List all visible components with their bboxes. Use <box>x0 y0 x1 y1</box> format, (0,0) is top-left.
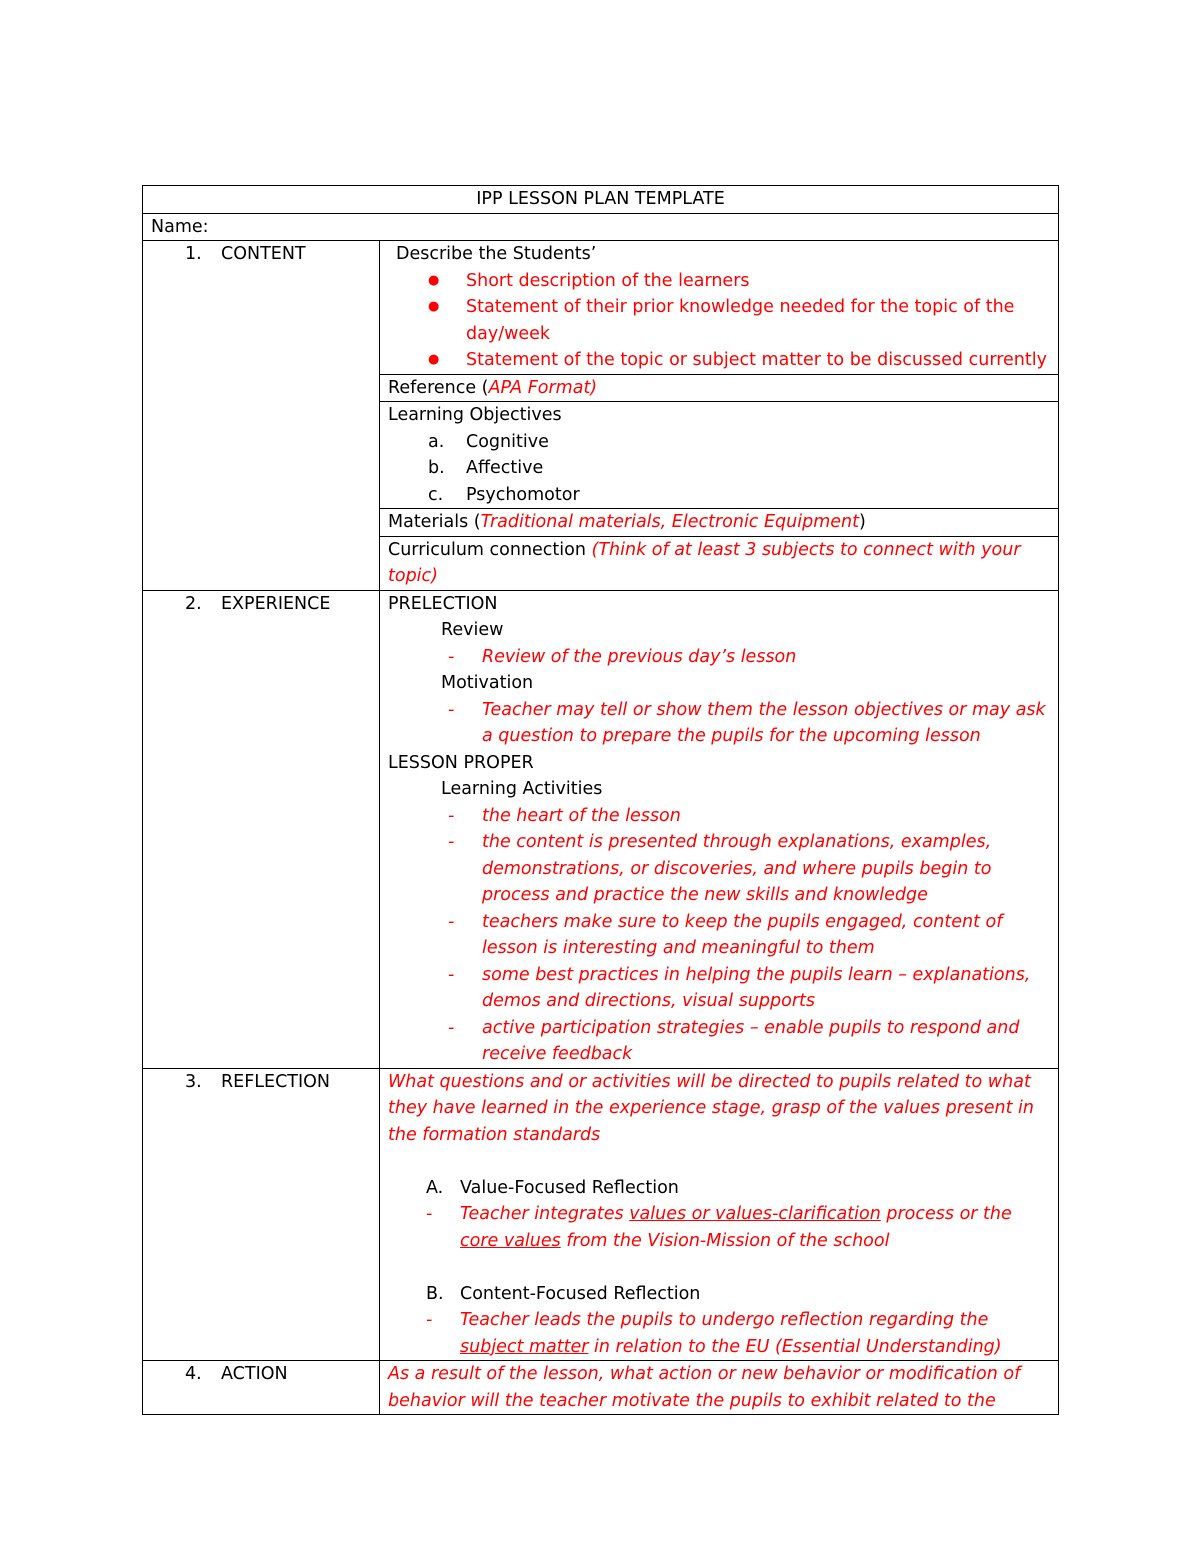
objective-text: Psychomotor <box>466 484 580 505</box>
describe-heading: Describe the Students’ <box>396 244 597 264</box>
name-field-label: Name: <box>143 213 1059 241</box>
section-title: EXPERIENCE <box>221 593 331 614</box>
section-number: 4. <box>185 1364 202 1384</box>
list-item: ● Statement of their prior knowledge needed for the topic of the day/week <box>466 294 1050 347</box>
review-list <box>388 644 1050 671</box>
activities-list <box>388 803 1050 1068</box>
list-item: ● Short description of the learners <box>466 268 1050 295</box>
materials-hint: Traditional materials, Electronic Equipment <box>480 512 859 532</box>
objectives-cell <box>380 402 1059 509</box>
experience-cell <box>380 590 1059 1068</box>
list-marker: B. <box>426 1283 444 1304</box>
section-action-label <box>143 1361 380 1415</box>
section-experience-label <box>143 590 380 1068</box>
content-focused-list <box>388 1307 1050 1360</box>
list-item <box>460 1201 1050 1254</box>
value-focused-heading <box>388 1175 1050 1202</box>
spacer <box>388 1148 1050 1175</box>
value-focused-label: Value-Focused Reflection <box>460 1177 679 1198</box>
list-item: - some best practices in helping the pupils learn – explanations, demos and directions, visual supports <box>482 962 1050 1015</box>
materials-close: ) <box>859 512 866 532</box>
list-item: - the content is presented through explanations, examples, demonstrations, or discoveries, and where pupils begin to process and practice the new skills and knowledge <box>482 829 1050 909</box>
prelection-heading: PRELECTION <box>388 593 498 614</box>
reflection-intro: What questions and or activities will be directed to pupils related to what they have learned in the experience stage, grasp of the values present in the formation standards <box>388 1071 1035 1145</box>
reference-cell <box>380 374 1059 402</box>
list-item: - the heart of the lesson <box>482 803 1050 830</box>
list-item: - active participation strategies – enable pupils to respond and receive feedback <box>482 1015 1050 1068</box>
underlined-term: subject matter <box>460 1336 589 1357</box>
table-title: IPP LESSON PLAN TEMPLATE <box>143 186 1059 214</box>
value-focused-list <box>388 1201 1050 1254</box>
action-cell <box>380 1361 1059 1415</box>
text-segment: Teacher leads the pupils to undergo reflection regarding the <box>460 1310 989 1330</box>
list-marker: a. <box>428 431 445 452</box>
list-item: - Teacher may tell or show them the lesson objectives or may ask a question to prepare the pupils for the upcoming lesson <box>482 697 1050 750</box>
objective-text: Affective <box>466 458 544 478</box>
describe-students-cell <box>380 241 1059 375</box>
motivation-list <box>388 697 1050 750</box>
list-item <box>428 455 1050 482</box>
curriculum-label: Curriculum connection <box>388 539 592 560</box>
reference-label: Reference ( <box>388 377 489 398</box>
content-focused-label: Content-Focused Reflection <box>460 1283 701 1304</box>
underlined-term: values or values-clarification <box>629 1204 881 1224</box>
section-content-label <box>143 241 380 591</box>
list-marker: c. <box>428 484 444 505</box>
list-item: ● Statement of the topic or subject matter to be discussed currently <box>466 347 1050 374</box>
objectives-heading: Learning Objectives <box>388 405 562 425</box>
materials-cell <box>380 509 1059 537</box>
objectives-list <box>388 429 1050 509</box>
curriculum-cell <box>380 536 1059 590</box>
review-heading: Review <box>441 620 504 640</box>
section-title: REFLECTION <box>221 1071 331 1092</box>
curriculum-hint: (Think of at least 3 subjects to connect with your topic) <box>388 539 1021 586</box>
section-number: 2. <box>185 593 202 614</box>
list-item: - teachers make sure to keep the pupils engaged, content of lesson is interesting and meaningful to them <box>482 909 1050 962</box>
section-reflection-label <box>143 1068 380 1361</box>
section-number: 1. <box>185 244 202 264</box>
reference-hint: APA Format) <box>488 377 598 398</box>
action-text: As a result of the lesson, what action or new behavior or modification of behavior will the teacher motivate the pupils to exhibit related to the <box>388 1364 1021 1411</box>
section-title: ACTION <box>221 1364 288 1384</box>
materials-label: Materials ( <box>388 512 481 532</box>
content-focused-heading <box>388 1281 1050 1308</box>
reflection-cell <box>380 1068 1059 1361</box>
list-item <box>428 429 1050 456</box>
section-number: 3. <box>185 1071 202 1092</box>
underlined-term: core values <box>460 1230 561 1251</box>
motivation-heading: Motivation <box>441 673 534 693</box>
section-title: CONTENT <box>221 244 306 264</box>
list-marker: A. <box>426 1177 444 1198</box>
list-item <box>460 1307 1050 1360</box>
text-segment: process or the <box>880 1204 1012 1224</box>
list-item: - Review of the previous day’s lesson <box>482 644 1050 671</box>
objective-text: Cognitive <box>466 431 549 452</box>
text-segment: in relation to the EU (Essential Understanding) <box>588 1336 1002 1357</box>
learning-activities-heading: Learning Activities <box>441 779 603 799</box>
describe-list <box>388 268 1050 374</box>
lesson-plan-table <box>142 185 1059 1415</box>
lesson-proper-heading: LESSON PROPER <box>388 752 534 773</box>
list-marker: b. <box>428 458 445 478</box>
spacer <box>388 1254 1050 1281</box>
text-segment: Teacher integrates <box>460 1204 630 1224</box>
list-item <box>428 482 1050 509</box>
text-segment: from the Vision-Mission of the school <box>560 1230 890 1251</box>
